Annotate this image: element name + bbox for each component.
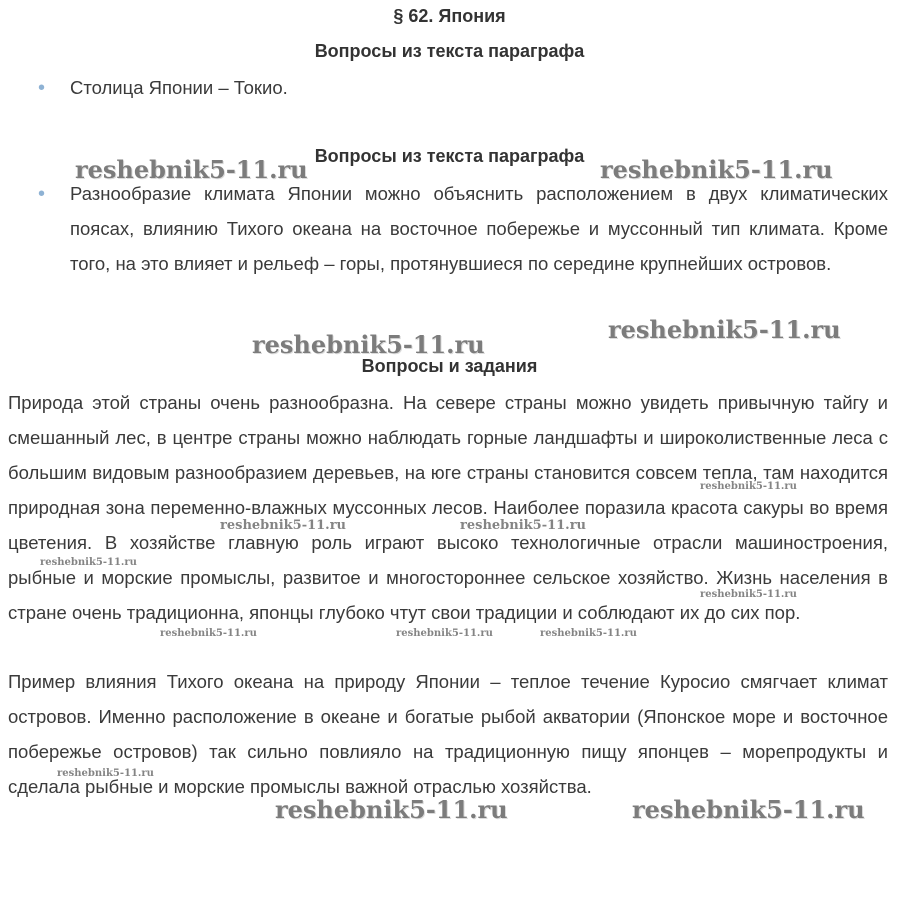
watermark-text: reshebnik5-11.ru (275, 795, 508, 824)
watermark-text: reshebnik5-11.ru (540, 628, 637, 639)
section-heading-2: Вопросы из текста параграфа (314, 146, 585, 166)
paragraph-nature: Природа этой страны очень разнообразна. На севере страны можно увидеть привычную тайгу и смешанный лес, в центре страны можно наблюдать горные ландшафты и широколиственные леса с большим видовым разнообразием деревьев, на юге страны становится совсем тепла, там находится природная зона переменно-влажных муссонных лесов. Наиболее поразила красота сакуры во время цветения. В хозяйстве главную роль играют высоко технологичные отрасли машиностроения, рыбные и морские промыслы, развитое и многостороннее сельское хозяйство. Жизнь населения в стране очень традиционна, японцы глубоко чтут свои традиции и соблюдают их до сих пор. (8, 392, 888, 623)
page-title: § 62. Япония (393, 6, 506, 26)
watermark-text: reshebnik5-11.ru (40, 557, 137, 568)
watermark-text: reshebnik5-11.ru (608, 315, 841, 344)
watermark-text: reshebnik5-11.ru (396, 628, 493, 639)
bullet-icon: • (38, 77, 46, 99)
watermark-text: reshebnik5-11.ru (220, 518, 347, 533)
section-heading-1: Вопросы из текста параграфа (314, 41, 585, 61)
watermark-text: reshebnik5-11.ru (700, 589, 797, 600)
section-heading-3: Вопросы и задания (361, 356, 538, 376)
watermark-text: reshebnik5-11.ru (252, 330, 485, 359)
watermark-text: reshebnik5-11.ru (632, 795, 865, 824)
watermark-text: reshebnik5-11.ru (57, 768, 154, 779)
watermark-text: reshebnik5-11.ru (600, 155, 833, 184)
paragraph-pacific: Пример влияния Тихого океана на природу Японии – теплое течение Куросио смягчает климат островов. Именно расположение в океане и богатые рыбой акватории (Японское море и восточное побережье островов) так сильно повлияло на традиционную пищу японцев – морепродукты и сделала рыбные и морские промыслы важной отраслью хозяйства. (8, 671, 888, 797)
watermark-text: reshebnik5-11.ru (700, 481, 797, 492)
bullet-icon: • (38, 183, 46, 205)
watermark-text: reshebnik5-11.ru (160, 628, 257, 639)
watermark-text: reshebnik5-11.ru (460, 518, 587, 533)
answer-climate: Разнообразие климата Японии можно объяснить расположением в двух климатических поясах, влиянию Тихого океана на восточное побережье и муссонный тип климата. Кроме того, на это влияет и рельеф – горы, протянувшиеся по середине крупнейших островов. (70, 183, 888, 274)
watermark-text: reshebnik5-11.ru (75, 155, 308, 184)
answer-capital: Столица Японии – Токио. (70, 77, 288, 98)
